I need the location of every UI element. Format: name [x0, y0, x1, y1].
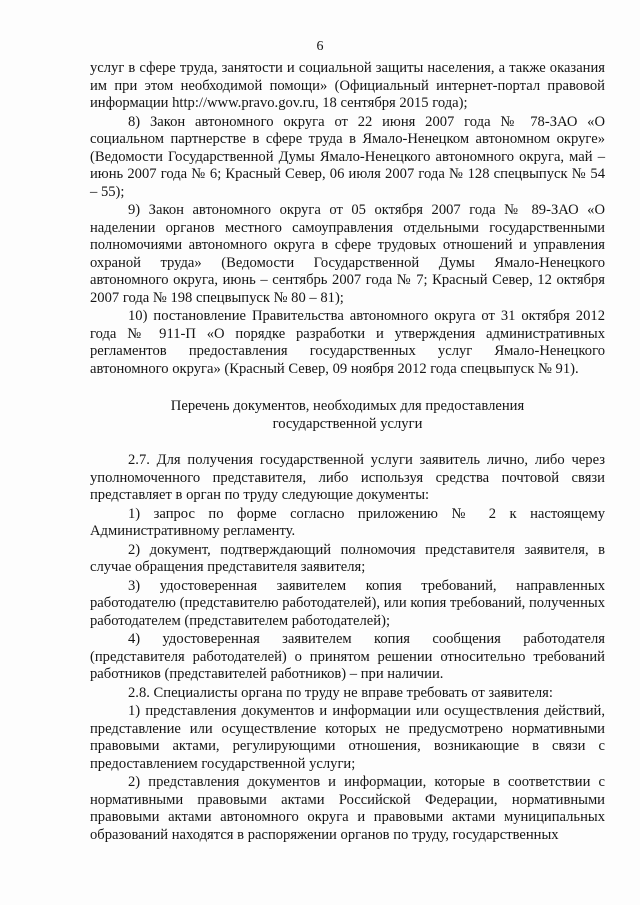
clause-2-8-item-2: 2) представления документов и информации, которые в соответствии с нормативными правовыми актами Российской Федерации, нормативными правовыми актами автономного округа и правовыми актами муниципальных образований находятся в распоряжении органов по труду, государственных — [90, 774, 605, 843]
section-heading — [90, 397, 605, 433]
clause-2-8-item-1: 1) представления документов и информации или осуществления действий, представление или осуществление которых не предусмотрено нормативными правовыми актами, регулирующими отношения, возникающие в связи с предоставлением государственной услуги; — [90, 703, 605, 772]
list-item-10-resolution: 10) постановление Правительства автономного округа от 31 октября 2012 года № 911-П «О порядке разработки и утверждения административных регламентов предоставления государственных услуг Ямало-Ненецкого автономного округа» (Красный Север, 09 ноября 2012 года спецвыпуск № 91). — [90, 308, 605, 377]
clause-2-7: 2.7. Для получения государственной услуги заявитель лично, либо через уполномоченного представителя, либо используя средства почтовой связи представляет в орган по труду следующие документы: — [90, 452, 605, 503]
paragraph-continuation: услуг в сфере труда, занятости и социальной защиты населения, а также оказания им при этом необходимой помощи» (Официальный интернет-портал правовой информации http://www.pravo.gov.ru, 18 сентября 2015 года); — [90, 60, 605, 111]
page-number: 6 — [316, 39, 324, 54]
section-heading-line-1: Перечень документов, необходимых для предоставления — [170, 398, 525, 414]
section-heading-line-2: государственной услуги — [272, 416, 423, 432]
clause-2-8: 2.8. Специалисты органа по труду не вправе требовать от заявителя: — [128, 684, 553, 701]
clause-2-7-item-3: 3) удостоверенная заявителем копия требований, направленных работодателю (представителю работодателей), или копия требований, полученных работодателем (представителем работодателей); — [90, 577, 605, 629]
document-body — [90, 60, 605, 845]
list-item-9-law: 9) Закон автономного округа от 05 октября 2007 года № 89-ЗАО «О наделении органов местного самоуправления отдельными государственными полномочиями автономного округа в сфере трудовых отношений и управления охраной труда» (Ведомости Государственной Думы Ямало-Ненецкого автономного округа, июнь – сентябрь 2007 года № 7; Красный Север, 12 октября 2007 года № 198 спецвыпуск № 80 – 81); — [90, 202, 605, 306]
list-item-8-law: 8) Закон автономного округа от 22 июня 2007 года № 78-ЗАО «О социальном партнерстве в сфере труда в Ямало-Ненецком автономном округе» (Ведомости Государственной Думы Ямало-Ненецкого автономного округа, май – июнь 2007 года № 6; Красный Север, 06 июля 2007 года № 128 спецвыпуск № 54 – 55); — [90, 113, 605, 200]
clause-2-7-item-1: 1) запрос по форме согласно приложению № 2 к настоящему Административному регламенту. — [90, 505, 605, 539]
clause-2-7-item-2: 2) документ, подтверждающий полномочия представителя заявителя, в случае обращения представителя заявителя; — [90, 541, 605, 575]
clause-2-7-item-4: 4) удостоверенная заявителем копия сообщения работодателя (представителя работодателей) о принятом решении относительно требований работников (представителей работников) – при наличии. — [90, 631, 605, 682]
